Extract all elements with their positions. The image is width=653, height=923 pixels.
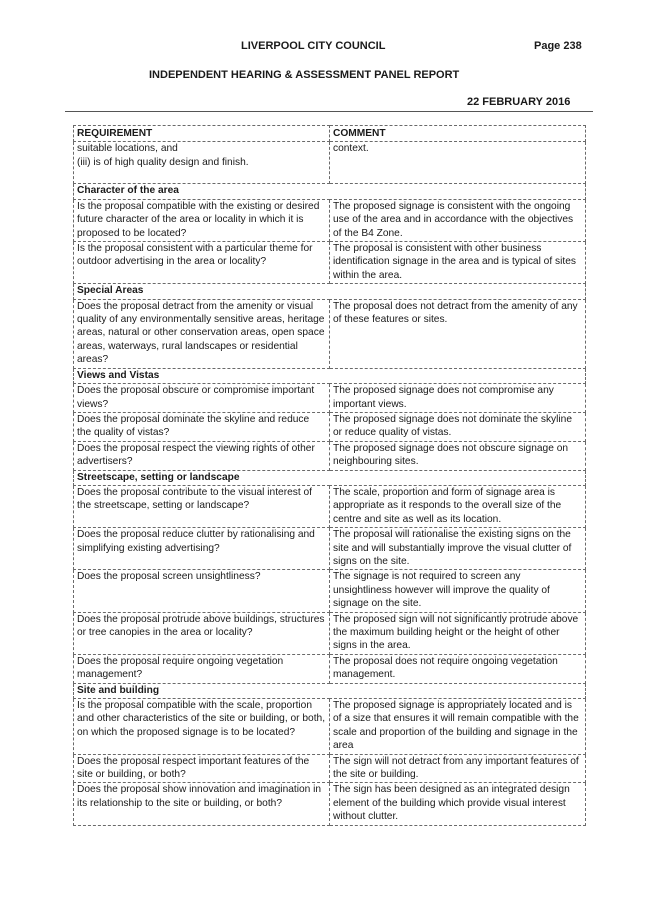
comment-cell: The proposal does not require ongoing vegetation management.: [330, 654, 586, 683]
comment-cell: The signage is not required to screen any unsightliness however will improve the quality of signage on the site.: [330, 570, 586, 612]
requirement-cell: Does the proposal require ongoing vegetation management?: [74, 654, 330, 683]
requirement-cell: Is the proposal compatible with the existing or desired future character of the area or locality in which it is proposed to be located?: [74, 199, 330, 241]
comment-cell: The proposed signage does not dominate the skyline or reduce quality of vistas.: [330, 412, 586, 441]
comment-cell: The proposal does not detract from the amenity of any of these features or sites.: [330, 299, 586, 368]
comment-cell: The proposed signage is consistent with the ongoing use of the area and in accordance with the objectives of the B4 Zone.: [330, 199, 586, 241]
table-row: [74, 485, 586, 527]
comment-cell: The proposal is consistent with other business identification signage in the area and is typical of sites within the area.: [330, 242, 586, 284]
table-row: [74, 384, 586, 413]
requirement-cell: Does the proposal obscure or compromise important views?: [74, 384, 330, 413]
report-date: 22 FEBRUARY 2016: [467, 96, 571, 108]
table-row: [74, 528, 586, 570]
section-title: Character of the area: [74, 184, 586, 199]
requirement-column-header: REQUIREMENT: [74, 126, 330, 142]
comment-cell: The proposed sign will not significantly protrude above the maximum building height or the height of other signs in the area.: [330, 612, 586, 654]
requirement-cell: Does the proposal protrude above buildings, structures or tree canopies in the area or locality?: [74, 612, 330, 654]
table-row: [74, 242, 586, 284]
table-row: [74, 654, 586, 683]
table-row: [74, 783, 586, 825]
comment-cell: The proposed signage does not compromise any important views.: [330, 384, 586, 413]
section-header-row: [74, 184, 586, 199]
requirement-cell: Does the proposal show innovation and imagination in its relationship to the site or building, or both?: [74, 783, 330, 825]
requirement-cell: Does the proposal detract from the amenity or visual quality of any environmentally sensitive areas, heritage areas, natural or other conservation areas, open space areas, waterways, rural landscapes or residential areas?: [74, 299, 330, 368]
section-header-row: [74, 284, 586, 299]
assessment-table: [73, 125, 586, 826]
requirement-cell: Does the proposal screen unsightliness?: [74, 570, 330, 612]
section-header-row: [74, 368, 586, 383]
comment-cell: The proposed signage is appropriately located and is of a size that ensures it will remain compatible with the scale and proportion of the building and signage in the area: [330, 699, 586, 755]
requirement-cell: Does the proposal contribute to the visual interest of the streetscape, setting or landscape?: [74, 485, 330, 527]
table-row: [74, 441, 586, 470]
requirement-cell: Does the proposal dominate the skyline and reduce the quality of vistas?: [74, 412, 330, 441]
council-name: LIVERPOOL CITY COUNCIL: [241, 40, 386, 52]
comment-cell: The proposal will rationalise the existing signs on the site and will substantially improve the visual clutter of signs on the site.: [330, 528, 586, 570]
requirement-cell: Is the proposal consistent with a particular theme for outdoor advertising in the area or locality?: [74, 242, 330, 284]
requirement-cell: Does the proposal respect the viewing rights of other advertisers?: [74, 441, 330, 470]
table-row: [74, 612, 586, 654]
section-title: Streetscape, setting or landscape: [74, 470, 586, 485]
table-row: [74, 199, 586, 241]
comment-column-header: COMMENT: [330, 126, 586, 142]
continuation-requirement: suitable locations, and (iii) is of high quality design and finish.: [74, 142, 330, 184]
table-row: [74, 299, 586, 368]
section-title: Views and Vistas: [74, 368, 586, 383]
section-header-row: [74, 470, 586, 485]
section-title: Site and building: [74, 683, 586, 698]
comment-cell: The sign has been designed as an integrated design element of the building which provide visual interest without clutter.: [330, 783, 586, 825]
continuation-row: [74, 142, 586, 184]
header-divider: [65, 111, 593, 112]
comment-cell: The sign will not detract from any important features of the site or building.: [330, 754, 586, 783]
table-row: [74, 412, 586, 441]
requirement-cell: Does the proposal reduce clutter by rationalising and simplifying existing advertising?: [74, 528, 330, 570]
table-header-row: [74, 126, 586, 142]
section-header-row: [74, 683, 586, 698]
requirement-cell: Is the proposal compatible with the scale, proportion and other characteristics of the site or building, or both, on which the proposed signage is to be located?: [74, 699, 330, 755]
comment-cell: The scale, proportion and form of signage area is appropriate as it responds to the overall size of the centre and site as well as its location.: [330, 485, 586, 527]
section-title: Special Areas: [74, 284, 586, 299]
table-row: [74, 754, 586, 783]
table-row: [74, 570, 586, 612]
report-title: INDEPENDENT HEARING & ASSESSMENT PANEL REPORT: [149, 69, 460, 81]
continuation-comment: context.: [330, 142, 586, 184]
table-row: [74, 699, 586, 755]
requirement-cell: Does the proposal respect important features of the site or building, or both?: [74, 754, 330, 783]
comment-cell: The proposed signage does not obscure signage on neighbouring sites.: [330, 441, 586, 470]
page-number: Page 238: [534, 40, 582, 52]
